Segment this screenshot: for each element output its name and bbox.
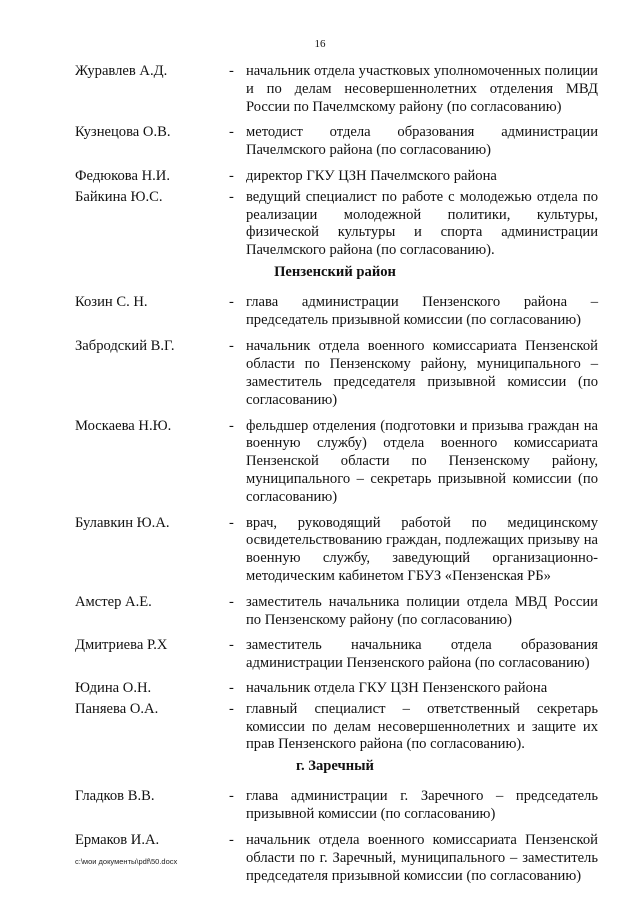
member-name: Булавкин Ю.А. [75,514,170,531]
member-position: врач, руководящий работой по медицинскому освидетельствованию граждан, подлежащих призыву на военную службу, заведующий организационно-методическим кабинетом ГБУЗ «Пензенская РБ» [246,514,598,584]
member-row [0,418,640,507]
dash-separator: - [229,293,234,310]
member-name: Кузнецова О.В. [75,124,171,141]
page-number: 16 [314,38,326,50]
member-row [0,637,640,673]
dash-separator: - [229,593,234,610]
dash-separator: - [229,188,234,205]
member-name: Федюкова Н.И. [75,167,170,184]
dash-separator: - [229,679,234,696]
dash-separator: - [229,338,234,355]
dash-separator: - [229,787,234,804]
member-name: Забродский В.Г. [75,338,175,355]
member-row [0,338,640,409]
member-position: заместитель начальника полиции отдела МВД России по Пензенскому району (по согласованию) [246,593,598,628]
member-name: Дмитриева Р.Х [75,637,168,654]
member-position: начальник отдела участковых уполномоченных полиции и по делам несовершеннолетних отделения МВД России по Пачелмскому району (по согласованию) [246,63,598,115]
section-heading: Пензенский район [274,263,396,280]
member-row [0,294,640,330]
dash-separator: - [229,63,234,79]
member-row [0,701,640,754]
member-row [0,515,640,586]
member-position: заместитель начальника отдела образования администрации Пензенского района (по согласованию) [246,637,598,672]
member-row [0,189,640,260]
member-position: ведущий специалист по работе с молодежью отдела по реализации молодежной политики, культуры, физической культуры и спорта администрации Пачелмского района (по согласованию). [246,188,598,259]
member-position: начальник отдела военного комиссариата Пензенской области по г. Заречный, муниципального – заместитель председателя призывной комиссии (по согласованию) [246,832,598,885]
dash-separator: - [229,637,234,654]
member-position: глава администрации г. Заречного – председатель призывной комиссии (по согласованию) [246,787,598,822]
member-position: главный специалист – ответственный секретарь комиссии по делам несовершеннолетних и защите их прав Пензенского района (по согласованию). [246,700,598,753]
member-row [0,63,640,116]
member-name: Москаева Н.Ю. [75,417,172,434]
dash-separator: - [229,124,234,141]
member-row [0,594,640,630]
member-name: Гладков В.В. [75,787,155,804]
member-name: Журавлев А.Д. [75,63,168,79]
member-position: начальник отдела ГКУ ЦЗН Пензенского района [246,679,548,696]
commission-member-list [0,63,640,886]
section-heading: г. Заречный [296,758,374,775]
dash-separator: - [229,832,234,849]
dash-separator: - [229,514,234,531]
member-position: директор ГКУ ЦЗН Пачелмского района [246,167,497,184]
dash-separator: - [229,417,234,434]
dash-separator: - [229,167,234,184]
footer-file-path: c:\мои документы\pdf\50.docx [75,857,178,866]
member-name: Байкина Ю.С. [75,188,163,205]
member-row [0,680,640,698]
member-name: Паняева О.А. [75,700,159,717]
member-position: глава администрации Пензенского района – председатель призывной комиссии (по согласованию) [246,293,598,328]
member-position: начальник отдела военного комиссариата Пензенской области по Пензенскому району, муниципального – заместитель председателя призывной комиссии (по согласованию) [246,338,598,408]
member-name: Юдина О.Н. [75,679,152,696]
member-row [0,168,640,186]
member-position: методист отдела образования администрации Пачелмского района (по согласованию) [246,124,598,159]
member-name: Козин С. Н. [75,293,148,310]
dash-separator: - [229,700,234,717]
member-position: фельдшер отделения (подготовки и призыва граждан на военную службу) отдела военного комиссариата Пензенской области по Пензенскому району, муниципального – секретарь призывной комиссии (по согласованию) [246,417,598,505]
member-row [0,124,640,160]
member-row [0,788,640,824]
member-name: Ермаков И.А. [75,832,160,849]
member-name: Амстер А.Е. [75,593,152,610]
